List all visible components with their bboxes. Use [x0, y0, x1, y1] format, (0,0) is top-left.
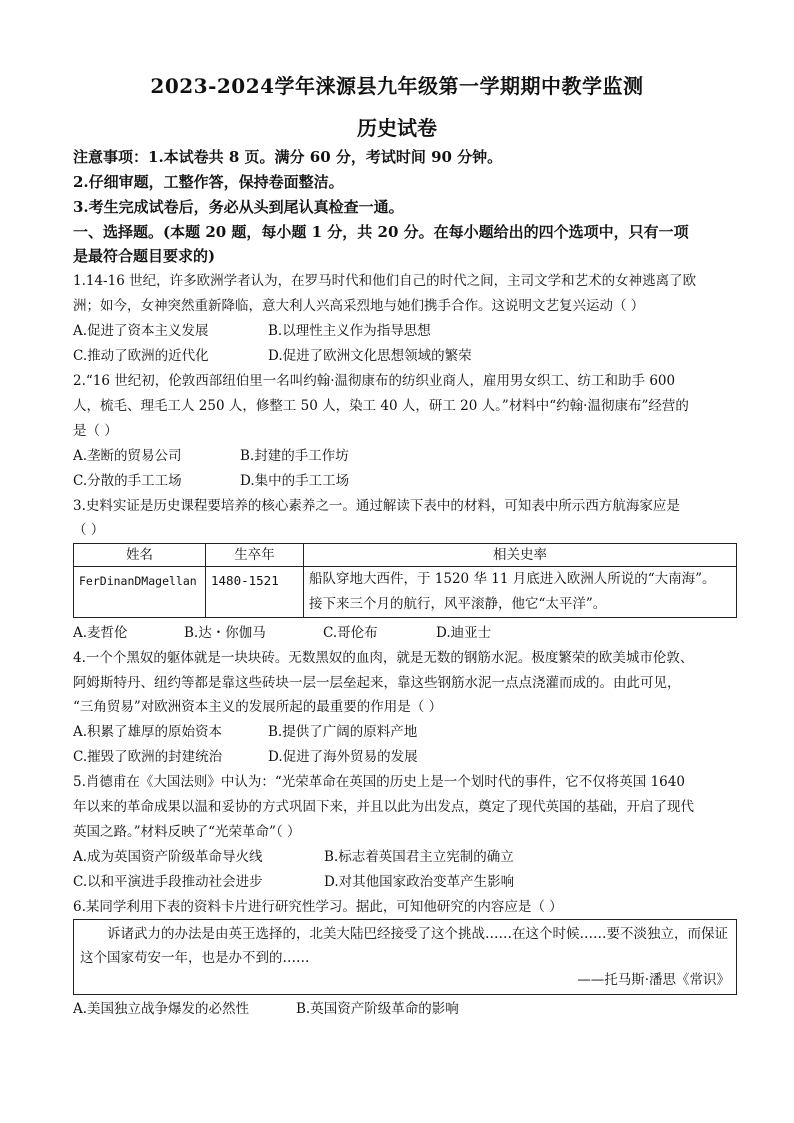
- notes-line-1: 注意事项：1.本试卷共 8 页。满分 60 分，考试时间 90 分钟。: [73, 148, 503, 166]
- q4-option-b[interactable]: B.提供了广阔的原料产地: [268, 724, 418, 740]
- table-header-facts: 相关史率: [304, 544, 737, 567]
- q5-stem-line-3: 英国之路。”材料反映了“光荣革命”（ ）: [73, 824, 301, 840]
- q6-stem-line-1: 6.某同学利用下表的资料卡片进行研究性学习。据此，可知他研究的内容应是（ ）: [73, 899, 563, 915]
- q1-stem-line-2: 洲；如今，女神突然重新降临，意大利人兴高采烈地与她们携手合作。这说明文艺复兴运动（ ）: [73, 298, 645, 314]
- table-cell-years: 1480-1521: [206, 567, 304, 618]
- q4-stem-line-2: 阿姆斯特丹、纽约等都是靠这些砖块一层一层垒起来，靠这些钢筋水泥一点点浇灌而成的。由此可见，: [73, 675, 681, 691]
- q4-option-d[interactable]: D.促进了海外贸易的发展: [268, 749, 418, 765]
- section-heading-line-2: 是最符合题目要求的): [73, 247, 216, 265]
- q5-stem-line-2: 年以来的革命成果以温和妥协的方式巩固下来，并且以此为出发点，奠定了现代英国的基础，开启了现代: [73, 799, 694, 815]
- q5-stem-line-1: 5.肖德甫在《大国法则》中认为：“光荣革命在英国的历史上是一个划时代的事件，它不仅将英国 1640: [73, 774, 685, 790]
- q4-stem-line-3: “三角贸易”对欧洲资本主义的发展所起的最重要的作用是（ ）: [73, 699, 443, 715]
- table-cell-facts: [304, 567, 737, 618]
- q3-option-b[interactable]: B.达・你伽马: [184, 625, 266, 641]
- table-header-row: [74, 544, 737, 567]
- q1-option-d[interactable]: D.促进了欧洲文化思想领域的繁荣: [268, 348, 472, 364]
- q2-option-b[interactable]: B.封建的手工作坊: [240, 448, 349, 464]
- q4-option-a[interactable]: A.积累了雄厚的原始资本: [73, 724, 223, 740]
- q2-option-c[interactable]: C.分散的手工工场: [73, 473, 182, 489]
- q1-option-b[interactable]: B.以理性主义作为指导思想: [268, 323, 431, 339]
- table-header-name: 姓名: [74, 544, 206, 567]
- q5-option-b[interactable]: B.标志着英国君主立宪制的确立: [324, 849, 514, 865]
- q5-option-c[interactable]: C.以和平演进手段推动社会进步: [73, 874, 263, 890]
- q6-source-card: [73, 919, 737, 995]
- q5-option-d[interactable]: D.对其他国家政治变革产生影响: [324, 874, 515, 890]
- q3-stem-line-2: （ ）: [73, 522, 105, 538]
- q2-stem-line-1: 2.“16 世纪初，伦敦西部纽伯里一名叫约翰·温彻康布的纺织业商人，雇用男女织工、纺工和助手 600: [73, 373, 676, 389]
- q2-option-a[interactable]: A.垄断的贸易公司: [73, 448, 182, 464]
- exam-title: 2023-2024学年涞源县九年级第一学期期中教学监测: [150, 74, 644, 98]
- q6-option-a[interactable]: A.美国独立战争爆发的必然性: [73, 1001, 250, 1017]
- table-header-years: 生卒年: [206, 544, 304, 567]
- q4-option-c[interactable]: C.摧毁了欧洲的封建统治: [73, 749, 223, 765]
- table-fact-line-2: 接下来三个月的航行，风平滚静，他它“太平洋”。: [309, 596, 607, 612]
- q3-option-c[interactable]: C.哥伦布: [323, 625, 378, 641]
- q3-option-a[interactable]: A.麦哲伦: [73, 625, 128, 641]
- q1-option-a[interactable]: A.促进了资本主义发展: [73, 323, 209, 339]
- q5-option-a[interactable]: A.成为英国资产阶级革命导火线: [73, 849, 263, 865]
- notes-line-3: 3.考生完成试卷后，务必从头到尾认真检查一通。: [73, 198, 404, 216]
- table-fact-line-1: 船队穿地大西件，于 1520 华 11 月底进入欧洲人所说的“大南海”。: [309, 571, 716, 587]
- table-row: [74, 567, 737, 618]
- q6-option-b[interactable]: B.英国资产阶级革命的影响: [296, 1001, 459, 1017]
- q3-option-d[interactable]: D.迪亚士: [436, 625, 492, 641]
- q3-table: [73, 543, 737, 618]
- q2-option-d[interactable]: D.集中的手工工场: [240, 473, 350, 489]
- q6-card-text: [80, 922, 730, 970]
- q1-stem-line-1: 1.14-16 世纪，许多欧洲学者认为，在罗马时代和他们自己的时代之间，主司文学和艺术的女神逃离了欧: [73, 273, 697, 289]
- exam-subtitle: 历史试卷: [357, 116, 437, 140]
- q6-card-quote: 诉诸武力的办法是由英王选择的，北美大陆巴经接受了这个挑战……在这个时候……要不淡独立，而保证这个国家苟安一年，也是办不到的……: [80, 926, 728, 966]
- section-heading-line-1: 一、选择题。(本题 20 题，每小题 1 分，共 20 分。在每小题给出的四个选项中，只有一项: [73, 223, 689, 241]
- q4-stem-line-1: 4.一个个黑奴的躯体就是一块块砖。无数黑奴的血肉，就是无数的钢筋水泥。极度繁荣的欧美城市伦敦、: [73, 650, 694, 666]
- table-cell-name: FerDinanDMagellan: [74, 567, 206, 618]
- q2-stem-line-3: 是（ ）: [73, 423, 118, 439]
- q1-option-c[interactable]: C.推动了欧洲的近代化: [73, 348, 209, 364]
- notes-line-2: 2.仔细审题，工整作答，保持卷面整洁。: [73, 173, 344, 191]
- q6-card-source: ——托马斯·潘思《常识》: [577, 972, 730, 988]
- q2-stem-line-2: 人，梳毛、理毛工人 250 人，修整工 50 人，染工 40 人，研工 20 人。”材料中“约翰·温彻康布”经营的: [73, 398, 689, 414]
- q3-stem-line-1: 3.史料实证是历史课程要培养的核心素养之一。通过解读下表中的材料，可知表中所示西方航海家应是: [73, 498, 680, 514]
